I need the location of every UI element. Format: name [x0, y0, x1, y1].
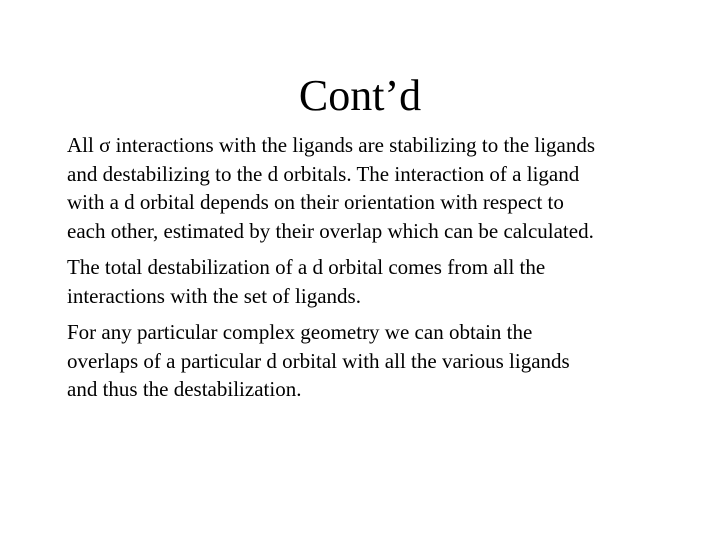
text-line: with a d orbital depends on their orientation with respect to	[67, 190, 564, 214]
text-line: For any particular complex geometry we can obtain the	[67, 320, 533, 344]
text-line: The total destabilization of a d orbital comes from all the	[67, 255, 546, 279]
text-line: and destabilizing to the d orbitals. The interaction of a ligand	[67, 161, 580, 186]
text-line: each other, estimated by their overlap which can be calculated.	[67, 218, 594, 243]
text-line: and thus the destabilization.	[67, 377, 302, 401]
paragraph-total-destabilization	[67, 253, 697, 310]
paragraph-complex-geometry	[67, 318, 697, 404]
text-line: All σ interactions with the ligands are stabilizing to the ligands	[67, 133, 596, 157]
text-line: overlaps of a particular d orbital with all the various ligands	[67, 348, 570, 373]
slide-title: Cont’d	[298, 71, 422, 120]
text-line: interactions with the set of ligands.	[67, 283, 361, 308]
paragraph-sigma-interactions	[67, 131, 697, 245]
slide-body	[67, 131, 697, 404]
